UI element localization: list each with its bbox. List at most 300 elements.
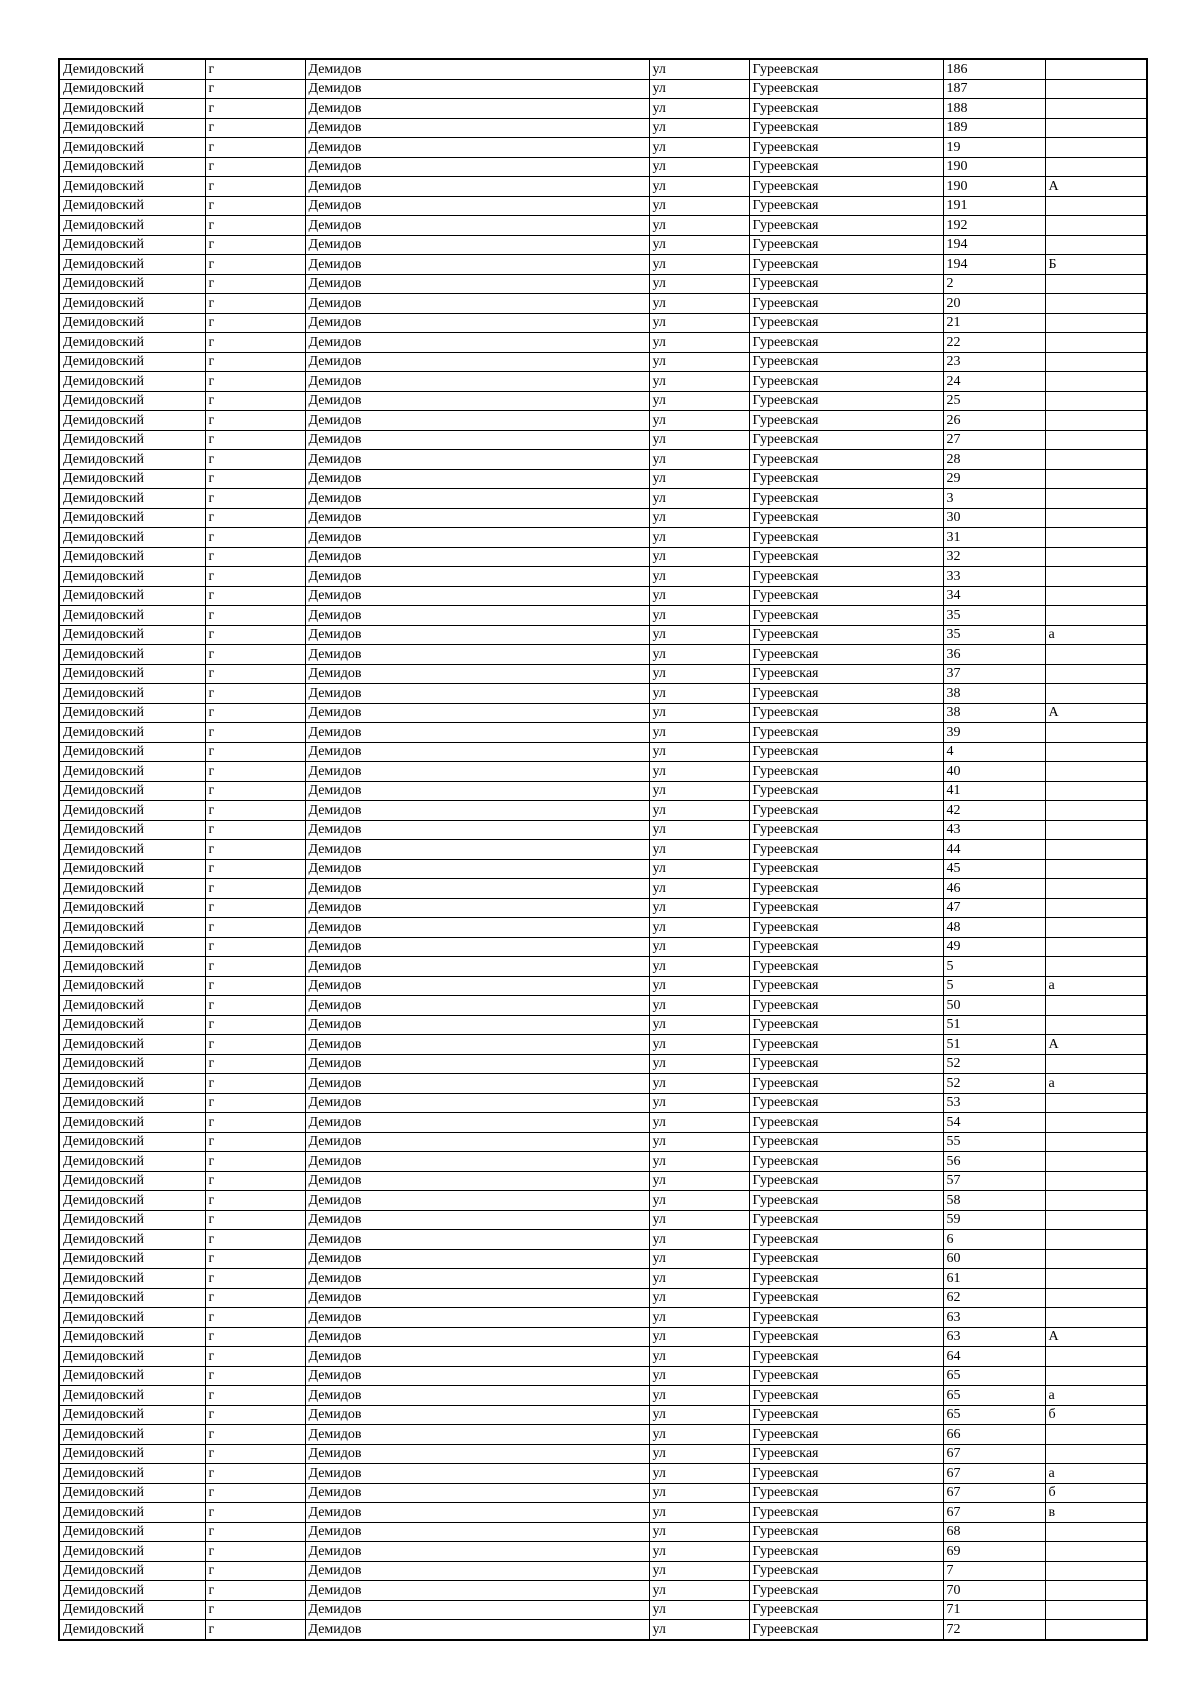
table-row (59, 781, 1147, 801)
locality-type-cell: г (205, 898, 305, 918)
house-letter-cell (1045, 196, 1147, 216)
house-number-cell: 189 (943, 118, 1045, 138)
street-cell: Гуреевская (749, 391, 943, 411)
district-cell: Демидовский (59, 118, 205, 138)
locality-cell: Демидов (305, 1483, 649, 1503)
district-cell: Демидовский (59, 840, 205, 860)
district-cell: Демидовский (59, 1269, 205, 1289)
house-number-cell: 40 (943, 762, 1045, 782)
district-cell: Демидовский (59, 586, 205, 606)
locality-cell: Демидов (305, 957, 649, 977)
street-type-cell: ул (649, 1074, 749, 1094)
street-cell: Гуреевская (749, 59, 943, 79)
house-number-cell: 36 (943, 645, 1045, 665)
street-type-cell: ул (649, 801, 749, 821)
house-number-cell: 21 (943, 313, 1045, 333)
street-type-cell: ул (649, 1152, 749, 1172)
street-type-cell: ул (649, 1015, 749, 1035)
street-cell: Гуреевская (749, 547, 943, 567)
district-cell: Демидовский (59, 274, 205, 294)
district-cell: Демидовский (59, 801, 205, 821)
house-letter-cell (1045, 1581, 1147, 1601)
street-cell: Гуреевская (749, 606, 943, 626)
table-row (59, 1522, 1147, 1542)
street-type-cell: ул (649, 1210, 749, 1230)
table-row (59, 840, 1147, 860)
table-row (59, 1425, 1147, 1445)
house-number-cell: 5 (943, 976, 1045, 996)
locality-cell: Демидов (305, 450, 649, 470)
street-cell: Гуреевская (749, 1327, 943, 1347)
table-row (59, 723, 1147, 743)
locality-cell: Демидов (305, 937, 649, 957)
house-number-cell: 3 (943, 489, 1045, 509)
street-type-cell: ул (649, 1269, 749, 1289)
street-type-cell: ул (649, 1327, 749, 1347)
table-row (59, 1288, 1147, 1308)
address-table (58, 58, 1148, 1641)
locality-type-cell: г (205, 567, 305, 587)
locality-cell: Демидов (305, 411, 649, 431)
street-type-cell: ул (649, 1600, 749, 1620)
locality-cell: Демидов (305, 1600, 649, 1620)
street-cell: Гуреевская (749, 255, 943, 275)
district-cell: Демидовский (59, 1581, 205, 1601)
house-letter-cell (1045, 742, 1147, 762)
locality-cell: Демидов (305, 879, 649, 899)
locality-type-cell: г (205, 1327, 305, 1347)
street-type-cell: ул (649, 840, 749, 860)
house-letter-cell (1045, 1444, 1147, 1464)
house-letter-cell: а (1045, 625, 1147, 645)
street-cell: Гуреевская (749, 898, 943, 918)
district-cell: Демидовский (59, 235, 205, 255)
house-number-cell: 59 (943, 1210, 1045, 1230)
locality-cell: Демидов (305, 99, 649, 119)
house-letter-cell (1045, 528, 1147, 548)
house-number-cell: 7 (943, 1561, 1045, 1581)
table-row (59, 1249, 1147, 1269)
street-type-cell: ул (649, 1249, 749, 1269)
street-cell: Гуреевская (749, 1249, 943, 1269)
street-type-cell: ул (649, 762, 749, 782)
street-type-cell: ул (649, 1113, 749, 1133)
locality-cell: Демидов (305, 352, 649, 372)
street-type-cell: ул (649, 411, 749, 431)
house-number-cell: 35 (943, 625, 1045, 645)
table-row (59, 664, 1147, 684)
house-letter-cell (1045, 1113, 1147, 1133)
locality-type-cell: г (205, 1542, 305, 1562)
house-letter-cell (1045, 1054, 1147, 1074)
locality-type-cell: г (205, 606, 305, 626)
table-row (59, 1366, 1147, 1386)
house-number-cell: 2 (943, 274, 1045, 294)
house-letter-cell (1045, 274, 1147, 294)
locality-cell: Демидов (305, 1308, 649, 1328)
house-letter-cell (1045, 1015, 1147, 1035)
street-cell: Гуреевская (749, 1483, 943, 1503)
district-cell: Демидовский (59, 294, 205, 314)
table-row (59, 1386, 1147, 1406)
street-type-cell: ул (649, 1503, 749, 1523)
house-number-cell: 62 (943, 1288, 1045, 1308)
street-cell: Гуреевская (749, 118, 943, 138)
house-number-cell: 52 (943, 1074, 1045, 1094)
house-number-cell: 65 (943, 1366, 1045, 1386)
locality-cell: Демидов (305, 1230, 649, 1250)
district-cell: Демидовский (59, 450, 205, 470)
locality-type-cell: г (205, 586, 305, 606)
locality-cell: Демидов (305, 723, 649, 743)
table-row (59, 625, 1147, 645)
locality-cell: Демидов (305, 391, 649, 411)
table-row (59, 547, 1147, 567)
street-type-cell: ул (649, 138, 749, 158)
house-letter-cell (1045, 606, 1147, 626)
locality-type-cell: г (205, 216, 305, 236)
locality-type-cell: г (205, 528, 305, 548)
house-number-cell: 38 (943, 684, 1045, 704)
table-row (59, 235, 1147, 255)
locality-type-cell: г (205, 1093, 305, 1113)
district-cell: Демидовский (59, 1054, 205, 1074)
street-type-cell: ул (649, 1054, 749, 1074)
locality-type-cell: г (205, 1171, 305, 1191)
district-cell: Демидовский (59, 859, 205, 879)
district-cell: Демидовский (59, 918, 205, 938)
street-cell: Гуреевская (749, 1288, 943, 1308)
street-cell: Гуреевская (749, 1386, 943, 1406)
table-row (59, 99, 1147, 119)
locality-cell: Демидов (305, 508, 649, 528)
district-cell: Демидовский (59, 1386, 205, 1406)
street-type-cell: ул (649, 1288, 749, 1308)
house-letter-cell (1045, 1522, 1147, 1542)
house-letter-cell (1045, 469, 1147, 489)
street-type-cell: ул (649, 586, 749, 606)
house-number-cell: 50 (943, 996, 1045, 1016)
district-cell: Демидовский (59, 1522, 205, 1542)
house-number-cell: 23 (943, 352, 1045, 372)
house-number-cell: 68 (943, 1522, 1045, 1542)
house-letter-cell: в (1045, 1503, 1147, 1523)
house-number-cell: 22 (943, 333, 1045, 353)
house-letter-cell (1045, 450, 1147, 470)
district-cell: Демидовский (59, 469, 205, 489)
table-row (59, 469, 1147, 489)
district-cell: Демидовский (59, 781, 205, 801)
house-number-cell: 190 (943, 177, 1045, 197)
house-number-cell: 35 (943, 606, 1045, 626)
house-number-cell: 66 (943, 1425, 1045, 1445)
locality-cell: Демидов (305, 1620, 649, 1640)
street-cell: Гуреевская (749, 294, 943, 314)
street-cell: Гуреевская (749, 840, 943, 860)
locality-cell: Демидов (305, 1386, 649, 1406)
locality-cell: Демидов (305, 664, 649, 684)
house-number-cell: 49 (943, 937, 1045, 957)
street-type-cell: ул (649, 99, 749, 119)
street-cell: Гуреевская (749, 1308, 943, 1328)
locality-type-cell: г (205, 1483, 305, 1503)
house-letter-cell (1045, 372, 1147, 392)
district-cell: Демидовский (59, 411, 205, 431)
street-cell: Гуреевская (749, 1620, 943, 1640)
locality-cell: Демидов (305, 118, 649, 138)
house-letter-cell: б (1045, 1483, 1147, 1503)
table-row (59, 1503, 1147, 1523)
district-cell: Демидовский (59, 1035, 205, 1055)
locality-cell: Демидов (305, 216, 649, 236)
house-letter-cell (1045, 781, 1147, 801)
locality-cell: Демидов (305, 1054, 649, 1074)
street-type-cell: ул (649, 820, 749, 840)
house-number-cell: 42 (943, 801, 1045, 821)
street-cell: Гуреевская (749, 664, 943, 684)
house-number-cell: 56 (943, 1152, 1045, 1172)
district-cell: Демидовский (59, 703, 205, 723)
district-cell: Демидовский (59, 1600, 205, 1620)
locality-cell: Демидов (305, 645, 649, 665)
district-cell: Демидовский (59, 1113, 205, 1133)
table-row (59, 508, 1147, 528)
street-cell: Гуреевская (749, 138, 943, 158)
street-cell: Гуреевская (749, 1522, 943, 1542)
house-letter-cell (1045, 645, 1147, 665)
house-number-cell: 43 (943, 820, 1045, 840)
house-number-cell: 20 (943, 294, 1045, 314)
locality-type-cell: г (205, 352, 305, 372)
locality-cell: Демидов (305, 625, 649, 645)
locality-type-cell: г (205, 976, 305, 996)
locality-cell: Демидов (305, 1113, 649, 1133)
locality-cell: Демидов (305, 1093, 649, 1113)
table-row (59, 996, 1147, 1016)
table-row (59, 1308, 1147, 1328)
locality-cell: Демидов (305, 489, 649, 509)
house-number-cell: 191 (943, 196, 1045, 216)
house-number-cell: 4 (943, 742, 1045, 762)
house-number-cell: 6 (943, 1230, 1045, 1250)
locality-type-cell: г (205, 372, 305, 392)
house-number-cell: 27 (943, 430, 1045, 450)
table-row (59, 1327, 1147, 1347)
street-type-cell: ул (649, 723, 749, 743)
locality-type-cell: г (205, 99, 305, 119)
district-cell: Демидовский (59, 255, 205, 275)
district-cell: Демидовский (59, 508, 205, 528)
locality-type-cell: г (205, 937, 305, 957)
house-letter-cell (1045, 879, 1147, 899)
table-row (59, 703, 1147, 723)
locality-type-cell: г (205, 489, 305, 509)
house-letter-cell (1045, 1620, 1147, 1640)
table-row (59, 313, 1147, 333)
locality-type-cell: г (205, 1444, 305, 1464)
locality-cell: Демидов (305, 274, 649, 294)
house-number-cell: 19 (943, 138, 1045, 158)
house-number-cell: 47 (943, 898, 1045, 918)
house-number-cell: 30 (943, 508, 1045, 528)
district-cell: Демидовский (59, 1347, 205, 1367)
locality-type-cell: г (205, 1386, 305, 1406)
locality-type-cell: г (205, 59, 305, 79)
district-cell: Демидовский (59, 606, 205, 626)
street-cell: Гуреевская (749, 430, 943, 450)
street-cell: Гуреевская (749, 586, 943, 606)
locality-cell: Демидов (305, 1425, 649, 1445)
house-letter-cell (1045, 1210, 1147, 1230)
street-type-cell: ул (649, 898, 749, 918)
street-type-cell: ул (649, 879, 749, 899)
street-type-cell: ул (649, 976, 749, 996)
house-letter-cell: А (1045, 1327, 1147, 1347)
table-row (59, 762, 1147, 782)
locality-type-cell: г (205, 1054, 305, 1074)
locality-cell: Демидов (305, 1210, 649, 1230)
house-letter-cell (1045, 840, 1147, 860)
locality-type-cell: г (205, 1503, 305, 1523)
locality-cell: Демидов (305, 1581, 649, 1601)
locality-cell: Демидов (305, 1503, 649, 1523)
house-letter-cell (1045, 586, 1147, 606)
house-number-cell: 67 (943, 1503, 1045, 1523)
district-cell: Демидовский (59, 1210, 205, 1230)
street-cell: Гуреевская (749, 762, 943, 782)
street-cell: Гуреевская (749, 957, 943, 977)
house-number-cell: 39 (943, 723, 1045, 743)
district-cell: Демидовский (59, 313, 205, 333)
locality-type-cell: г (205, 996, 305, 1016)
locality-type-cell: г (205, 801, 305, 821)
house-number-cell: 24 (943, 372, 1045, 392)
house-letter-cell (1045, 489, 1147, 509)
locality-type-cell: г (205, 1015, 305, 1035)
locality-cell: Демидов (305, 918, 649, 938)
house-number-cell: 53 (943, 1093, 1045, 1113)
locality-type-cell: г (205, 450, 305, 470)
table-row (59, 742, 1147, 762)
district-cell: Демидовский (59, 996, 205, 1016)
locality-type-cell: г (205, 469, 305, 489)
street-type-cell: ул (649, 450, 749, 470)
street-cell: Гуреевская (749, 79, 943, 99)
district-cell: Демидовский (59, 528, 205, 548)
locality-type-cell: г (205, 781, 305, 801)
house-number-cell: 26 (943, 411, 1045, 431)
locality-cell: Демидов (305, 1444, 649, 1464)
street-cell: Гуреевская (749, 1054, 943, 1074)
locality-type-cell: г (205, 1249, 305, 1269)
street-cell: Гуреевская (749, 567, 943, 587)
locality-cell: Демидов (305, 294, 649, 314)
district-cell: Демидовский (59, 1191, 205, 1211)
street-type-cell: ул (649, 1483, 749, 1503)
locality-type-cell: г (205, 742, 305, 762)
street-type-cell: ул (649, 196, 749, 216)
locality-type-cell: г (205, 1113, 305, 1133)
house-number-cell: 72 (943, 1620, 1045, 1640)
street-cell: Гуреевская (749, 723, 943, 743)
table-row (59, 1581, 1147, 1601)
locality-type-cell: г (205, 1152, 305, 1172)
table-row (59, 937, 1147, 957)
house-letter-cell (1045, 801, 1147, 821)
locality-cell: Демидов (305, 1464, 649, 1484)
locality-type-cell: г (205, 879, 305, 899)
house-letter-cell (1045, 1230, 1147, 1250)
table-row (59, 898, 1147, 918)
locality-cell: Демидов (305, 586, 649, 606)
street-cell: Гуреевская (749, 1503, 943, 1523)
district-cell: Демидовский (59, 79, 205, 99)
street-type-cell: ул (649, 625, 749, 645)
district-cell: Демидовский (59, 1503, 205, 1523)
district-cell: Демидовский (59, 1230, 205, 1250)
street-cell: Гуреевская (749, 820, 943, 840)
street-cell: Гуреевская (749, 177, 943, 197)
table-row (59, 1015, 1147, 1035)
district-cell: Демидовский (59, 177, 205, 197)
street-cell: Гуреевская (749, 1444, 943, 1464)
locality-type-cell: г (205, 1210, 305, 1230)
table-row (59, 684, 1147, 704)
table-row (59, 59, 1147, 79)
district-cell: Демидовский (59, 976, 205, 996)
house-number-cell: 70 (943, 1581, 1045, 1601)
street-type-cell: ул (649, 255, 749, 275)
street-type-cell: ул (649, 1171, 749, 1191)
house-letter-cell: а (1045, 1386, 1147, 1406)
street-cell: Гуреевская (749, 411, 943, 431)
street-type-cell: ул (649, 469, 749, 489)
district-cell: Демидовский (59, 1249, 205, 1269)
street-cell: Гуреевская (749, 781, 943, 801)
district-cell: Демидовский (59, 1015, 205, 1035)
locality-cell: Демидов (305, 157, 649, 177)
locality-type-cell: г (205, 547, 305, 567)
street-type-cell: ул (649, 937, 749, 957)
street-type-cell: ул (649, 1093, 749, 1113)
house-letter-cell (1045, 235, 1147, 255)
street-type-cell: ул (649, 391, 749, 411)
locality-type-cell: г (205, 430, 305, 450)
street-cell: Гуреевская (749, 918, 943, 938)
house-letter-cell (1045, 118, 1147, 138)
locality-type-cell: г (205, 411, 305, 431)
house-number-cell: 63 (943, 1308, 1045, 1328)
table-row (59, 216, 1147, 236)
house-letter-cell: А (1045, 177, 1147, 197)
street-cell: Гуреевская (749, 274, 943, 294)
locality-type-cell: г (205, 1425, 305, 1445)
locality-cell: Демидов (305, 469, 649, 489)
table-row (59, 177, 1147, 197)
street-type-cell: ул (649, 79, 749, 99)
street-cell: Гуреевская (749, 157, 943, 177)
locality-cell: Демидов (305, 1015, 649, 1035)
locality-cell: Демидов (305, 742, 649, 762)
street-type-cell: ул (649, 957, 749, 977)
street-cell: Гуреевская (749, 508, 943, 528)
street-type-cell: ул (649, 1366, 749, 1386)
locality-cell: Демидов (305, 528, 649, 548)
street-cell: Гуреевская (749, 1015, 943, 1035)
locality-type-cell: г (205, 157, 305, 177)
house-letter-cell (1045, 411, 1147, 431)
street-cell: Гуреевская (749, 313, 943, 333)
